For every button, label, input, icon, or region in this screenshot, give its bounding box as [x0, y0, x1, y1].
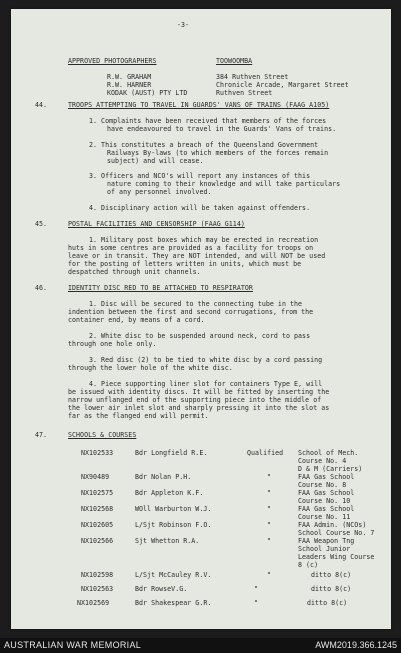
paragraph-line: Railways By-laws (to which members of the forces remain — [107, 149, 329, 157]
section-number: 45. — [35, 220, 48, 228]
paragraph-line: nature coming to their knowledge and will take particulars — [107, 180, 341, 188]
course-line: Course No. 11 — [298, 513, 351, 521]
paragraph-line: through one hole only. — [68, 340, 157, 348]
section-heading: IDENTITY DISC RED TO BE ATTACHED TO RESPIRATOR — [68, 284, 253, 292]
paragraph-line: of any personnel involved. — [107, 188, 212, 196]
course-line: Course No. 10 — [298, 497, 351, 505]
qualification-status: " — [267, 571, 272, 579]
footer-institution: AUSTRALIAN WAR MEMORIAL — [4, 640, 142, 650]
service-number: NX102569 — [77, 599, 110, 607]
photographer-name: R.W. HARNER — [107, 81, 152, 89]
course-line: School Course No. 7 — [298, 529, 375, 537]
member-name: Bdr Shakespear G.R. — [135, 599, 212, 607]
photographer-address: Ruthven Street — [216, 89, 273, 97]
member-name: WOll Warburton W.J. — [135, 505, 212, 513]
course-line: FAA Admin. (NCOs) — [298, 521, 367, 529]
qualification-status: " — [267, 473, 272, 481]
paragraph-line: narrow unflanged end of the supporting piece into the middle of — [68, 396, 322, 404]
paragraph-line: for the posting of letters written in units, which must be — [68, 260, 302, 268]
service-number: NX102563 — [81, 585, 114, 593]
section-heading: POSTAL FACILITIES AND CENSORSHIP (FAAG G114) — [68, 220, 245, 228]
paragraph-line: container end, by means of a cord. — [68, 316, 205, 324]
section-heading: TROOPS ATTEMPTING TO TRAVEL IN GUARDS' VANS OF TRAINS (FAAG A105) — [68, 101, 330, 109]
service-number: NX102568 — [81, 505, 114, 513]
paragraph-line: 4. Disciplinary action will be taken against offenders. — [89, 204, 311, 212]
paragraph-line: subject) and will cease. — [107, 157, 204, 165]
document-page — [11, 9, 391, 629]
member-name: Sjt Whetton R.A. — [135, 537, 200, 545]
service-number: NX102533 — [81, 449, 114, 457]
paragraph-line: 3. Red disc (2) to be tied to white disc by a cord passing — [89, 356, 323, 364]
course-line: Course No. 8 — [298, 481, 347, 489]
paragraph-line: 1. Disc will be secured to the connecting tube in the — [89, 300, 303, 308]
paragraph-line: be issued with identity discs. It will be fitted by inserting the — [68, 388, 330, 396]
qualification-status: " — [254, 599, 259, 607]
section-heading: SCHOOLS & COURSES — [68, 431, 137, 439]
paragraph-line: the lower air inlet slot and sharply pressing it into the slot as — [68, 404, 330, 412]
photographer-name: KODAK (AUST) PTY LTD — [107, 89, 188, 97]
service-number: NX102575 — [81, 489, 114, 497]
member-name: Bdr Nolan P.H. — [135, 473, 192, 481]
course-line: Leaders Wing Course — [298, 553, 375, 561]
paragraph-line: 2. White disc to be suspended around neck, cord to pass — [89, 332, 311, 340]
member-name: L/Sjt McCauley R.V. — [135, 571, 212, 579]
paragraph-line: 1. Complaints have been received that members of the forces — [89, 117, 327, 125]
paragraph-line: 2. This constitutes a breach of the Queensland Government — [89, 141, 319, 149]
qualification-status: " — [267, 537, 272, 545]
qualification-status: " — [267, 521, 272, 529]
qualification-status: " — [267, 505, 272, 513]
member-name: Bdr RowseV.G. — [135, 585, 188, 593]
photographers-city: TOOWOOMBA — [216, 57, 253, 65]
member-name: L/Sjt Robinson F.O. — [135, 521, 212, 529]
paragraph-line: indention between the first and second corrugations, from the — [68, 308, 314, 316]
service-number: NX90489 — [81, 473, 110, 481]
course-line: 8 (c) — [298, 561, 319, 569]
course-line: ditto 8(c) — [311, 571, 352, 579]
qualification-status: Qualified — [247, 449, 284, 457]
photographer-address: 384 Ruthven Street — [216, 73, 289, 81]
course-line: FAA Gas School — [298, 473, 355, 481]
member-name: Bdr Appleton K.F. — [135, 489, 204, 497]
course-line: D & M (Carriers) — [298, 465, 363, 473]
photographer-name: R.W. GRAHAM — [107, 73, 152, 81]
paragraph-line: 3. Officers and NCO's will report any instances of this — [89, 172, 311, 180]
member-name: Bdr Longfield R.E. — [135, 449, 208, 457]
qualification-status: " — [267, 489, 272, 497]
paragraph-line: despatched through unit channels. — [68, 268, 201, 276]
paragraph-line: have endeavoured to travel in the Guards' Vans of trains. — [107, 125, 337, 133]
page-number: -3- — [177, 21, 190, 29]
qualification-status: " — [254, 585, 259, 593]
service-number: NX102598 — [81, 571, 114, 579]
course-line: FAA Weapon Tng — [298, 537, 355, 545]
service-number: NX102566 — [81, 537, 114, 545]
course-line: ditto 8(c) — [311, 585, 352, 593]
course-line: ditto 8(c) — [307, 599, 348, 607]
paragraph-line: 4. Piece supporting liner slot for containers Type E, will — [89, 380, 323, 388]
footer-accession-number: AWM2019.366.1245 — [315, 640, 397, 650]
paragraph-line: far as the flanged end will permit. — [68, 412, 209, 420]
paragraph-line: huts in some centres are provided as a facility for troops on — [68, 244, 314, 252]
paragraph-line: 1. Military post boxes which may be erected in recreation — [89, 236, 319, 244]
service-number: NX102605 — [81, 521, 114, 529]
section-number: 47. — [35, 431, 48, 439]
paragraph-line: through the lower hole of the white disc. — [68, 364, 233, 372]
archive-footer — [0, 638, 401, 653]
section-number: 44. — [35, 101, 48, 109]
photographer-address: Chronicle Arcade, Margaret Street — [216, 81, 349, 89]
course-line: School Junior — [298, 545, 351, 553]
course-line: FAA Gas School — [298, 489, 355, 497]
section-number: 46. — [35, 284, 48, 292]
course-line: FAA Gas School — [298, 505, 355, 513]
course-line: Course No. 4 — [298, 457, 347, 465]
paragraph-line: leave or in transit. They are NOT intended, and will NOT be used — [68, 252, 326, 260]
course-line: School of Mech. — [298, 449, 359, 457]
photographers-heading: APPROVED PHOTOGRAPHERS — [68, 57, 157, 65]
